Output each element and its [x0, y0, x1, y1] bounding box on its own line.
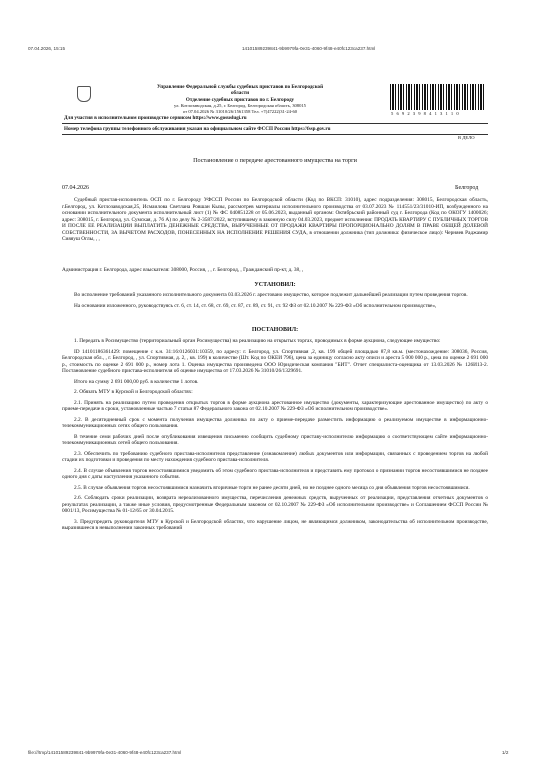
item-2-1: 2.1. Принять на реализацию путем проведения открытых торгов в форме аукциона арестованное имущество (документы, характеризующие арестованное имущество) по акту о приеме-передаче в сроки, установленные частью 7 статьи 87 Федерального закона от 02.10.2007 № 229-ФЗ «Об исполнительном производстве».	[62, 399, 488, 412]
agency-phone: от 07.04.2026 № 31010/26/1561358 Тел. +7(47222)31-24-60	[182, 109, 298, 114]
intro-block	[62, 197, 488, 243]
print-file-path: file:///tmp/14101589239841-9b9979fa-0e31-4060-9f48-e40fc123ca237.html	[28, 750, 182, 755]
item-2-5: 2.5. В случае объявления торгов несостоявшимися назначить вторичные торги не ранее десяти дней, но не позднее одного месяца со дня объявления торгов несостоявшимися.	[74, 484, 470, 491]
item-1-property: ID 14101186361429: помещение с к.н. 31:16:0126031:10359, по адресу: г. Белгород, ул. Спортивная ,2, кв. 199 общей площадью 87,8 кв.м. (местонахождение: 308036, Россия, Белгородская обл., , г. Белгород, , ул. Спортивная, д. 2, , кв. 199) в количестве (Шт. Код по ОКЕИ 796), цена за единицу согласно акту описи и ареста 5 000 000 р., цена по оценке 2 691 000 р., стоимость по оценке 2 691 000 р., номер лота 1. Оценка имущества произведена ООО Юридическая компания "БИТ". Отчет специалиста-оценщика от 13.03.2026 № 126И13-2. Постановление судебного пристава-исполнителя об оценке имущества от 17.03.2026 № 31010/26/1329691.	[62, 348, 488, 374]
department-name: Отделение судебных приставов по г. Белгороду	[185, 97, 295, 103]
emblem-icon	[77, 86, 91, 102]
item-2-2: 2.2. В десятидневный срок с момента получения имущества должника по акту о приеме-передаче разместить информацию о реализуемом имуществе в информационно-телекоммуникационных сетях общего пользования.	[62, 416, 488, 429]
fssp-line: Номер телефона группы телефонного обслуживания указан на официальном сайте ФССП России https://fssp.gov.ru	[64, 126, 331, 132]
item-2-2b: В течение семи рабочих дней после опубликования извещения письменно сообщить судебному приставу-исполнителю информацию о соответствующем сайте информационно-телекоммуникационных сетей общего пользования.	[62, 433, 488, 446]
divider	[62, 134, 488, 135]
document-title: Постановление о передаче арестованного имущества на торги	[193, 157, 357, 164]
item-2-3: 2.3. Обеспечить по требованию судебного пристава-исполнителя представление (ознакомление) любых документов или информации, связанных с проведением торгов на любой стадии их подготовки и проведения по месту нахождения судебного пристава-исполнителя.	[62, 450, 488, 463]
v-delo-stamp: В ДЕЛО	[458, 135, 475, 140]
barcode-number: 5 6 9 2 3 9 8 4 1 3 1 1 0	[391, 111, 460, 116]
intro-paragraph: Судебный пристав-исполнитель ОСП по г. Белгороду УФССП России по Белгородской области (Код по ВКСП: 31010), адрес подразделения: 308015, Белгородская область, г.Белгород, ул. Котлозаводская,25, Исмаилова Светлана Ровшан Кызы, рассмотрев материалы исполнительного производства от 03.07.2023 № 114551/23/31010-ИП, возбужденного на основании исполнительного документа исполнительный лист (1) № ФС 040851228 от 05.06.2023, выданный органом: Октябрьский районный суд г. Белгорода (Код по ОКОГУ 1400026; адрес: 308015, г. Белгород, ул. Сумская, д. 76 А) по делу № 2-3587/2022, вступившему в законную силу 04.03.2023, предмет исполнения: ПРОДАТЬ КВАРТИРУ С ПУБЛИЧНЫХ ТОРГОВ И ПОСЛЕ ЕЕ РЕАЛИЗАЦИИ ВЫПЛАТИТЬ ДЕНЕЖНЫЕ СРЕДСТВА, ВЫРУЧЕННЫЕ ОТ ПРОДАЖИ КВАРТИРЫ ПРОПОРЦИОНАЛЬНО ДОЛЯМ В ПРАВЕ ОБЩЕЙ ДОЛЕВОЙ СОБСТВЕННОСТИ, ЗА ВЫЧЕТОМ РАСХОДОВ, ПОНЕСЕННЫХ НА ИСПОЛНЕНИЕ РЕШЕНИЯ СУДА, в отношении должника (тип должника: физическое лицо): Черняев Раджамир Сияяуш Оглы, , ,	[62, 197, 488, 242]
print-url: 14101589239841-9b9979fa-0e31-4060-9f48-e40fc123ca237.html	[242, 46, 376, 51]
item-1-total: Итого на сумму 2 691 000,00 руб. в количестве 1 лотов.	[74, 378, 199, 385]
ustanovil-block: Во исполнение требований указанного исполнительного документа 03.03.2026 г. арестовано имущество, которое подлежит дальнейшей реализации путем проведения торгов. На основании изложенного, руководствуясь ст. 6, ст. 14, ст. 68, ст. 69, ст. 87, ст. 89, ст. 91, ст. 92 ФЗ от 02.10.2007 № 229-ФЗ «Об исполнительном производстве»,	[74, 292, 468, 309]
ustanovil-title: УСТАНОВИЛ:	[254, 282, 296, 288]
document-date: 07.04.2026	[62, 185, 89, 191]
agency-name: Управление Федеральной службы судебных приставов по Белгородской области	[156, 84, 324, 97]
resolution-block	[62, 338, 488, 532]
intro-continuation: Администрация г. Белгорода, адрес взыскателя: 308000, Россия, , , г. Белгород, , Гражданский пр-кт, д. 38, ,	[62, 267, 304, 273]
gosuslugi-line: Для участия в исполнительном производстве сервисом https://www.gosuslugi.ru	[64, 115, 247, 121]
barcode-icon	[390, 84, 486, 110]
item-3: 3. Предупредить руководителя МТУ в Курской и Белгородской областях, что нарушение лицом, не являющимся должником, законодательства об исполнительном производстве, выразившееся в невыполнении законных требований	[62, 518, 488, 531]
print-datetime: 07.04.2026, 15:15	[28, 46, 66, 51]
document-city: Белгород	[455, 185, 479, 191]
item-2-6: 2.6. Соблюдать сроки реализации, возврата нереализованного имущества, перечисления денежных средств, вырученных от реализации, представления отчетных документов о результатах реализации, а также иные условия, предусмотренные Федеральным законом от 02.10.2007 № 229-ФЗ «Об исполнительном производстве» и Соглашением ФССП России № 0001/13, Росимущества № 01-12/65 от 30.04.2015.	[62, 495, 488, 514]
item-2-4: 2.4. В случае объявления торгов несостоявшимися уведомить об этом судебного пристава-исполнителя и представить ему протокол о признании торгов несостоявшимися не позднее одного дня с даты наступления указанного события.	[62, 467, 488, 480]
divider	[62, 123, 488, 124]
postanovil-title: ПОСТАНОВИЛ:	[251, 327, 299, 333]
item-2: 2. Обязать МТУ в Курской и Белгородской областях:	[74, 389, 193, 395]
agency-address: ул. Котлозаводская, д.25, г. Белгород, Белгородская область, 308015	[174, 103, 306, 108]
item-1: 1. Передать в Росимущество (территориальный орган Росимущества) на реализацию на открытых торгах, проводимых в форме аукциона, следующее имущество:	[74, 338, 441, 344]
print-page-number: 1/2	[502, 750, 509, 755]
